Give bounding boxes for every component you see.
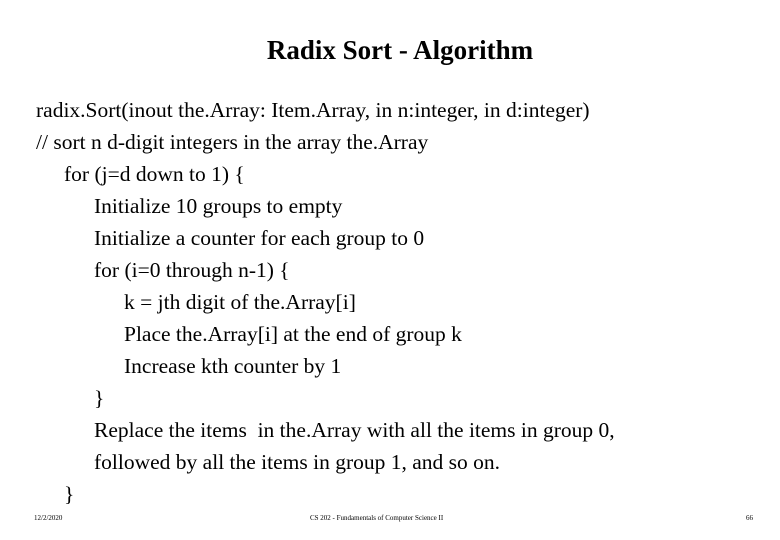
footer-course-title: CS 202 - Fundamentals of Computer Science II [310,514,444,522]
code-line: // sort n d-digit integers in the array the.Array [36,130,429,154]
slide-title: Radix Sort - Algorithm [266,35,534,65]
footer-date: 12/2/2020 [34,514,63,522]
code-line: k = jth digit of the.Array[i] [124,290,356,314]
code-line: } [64,482,75,506]
code-line: Initialize 10 groups to empty [94,194,343,218]
code-line: followed by all the items in group 1, and so on. [94,450,501,474]
code-line: } [94,386,105,410]
code-line: Increase kth counter by 1 [124,354,342,378]
code-line: radix.Sort(inout the.Array: Item.Array, in n:integer, in d:integer) [36,98,590,122]
code-line: for (i=0 through n-1) { [94,258,290,282]
code-line: Initialize a counter for each group to 0 [94,226,425,250]
footer-page-number: 66 [746,514,753,522]
code-line: for (j=d down to 1) { [64,162,245,186]
code-line: Place the.Array[i] at the end of group k [124,322,462,346]
code-block [36,94,615,510]
code-line: Replace the items in the.Array with all the items in group 0, [94,418,615,442]
